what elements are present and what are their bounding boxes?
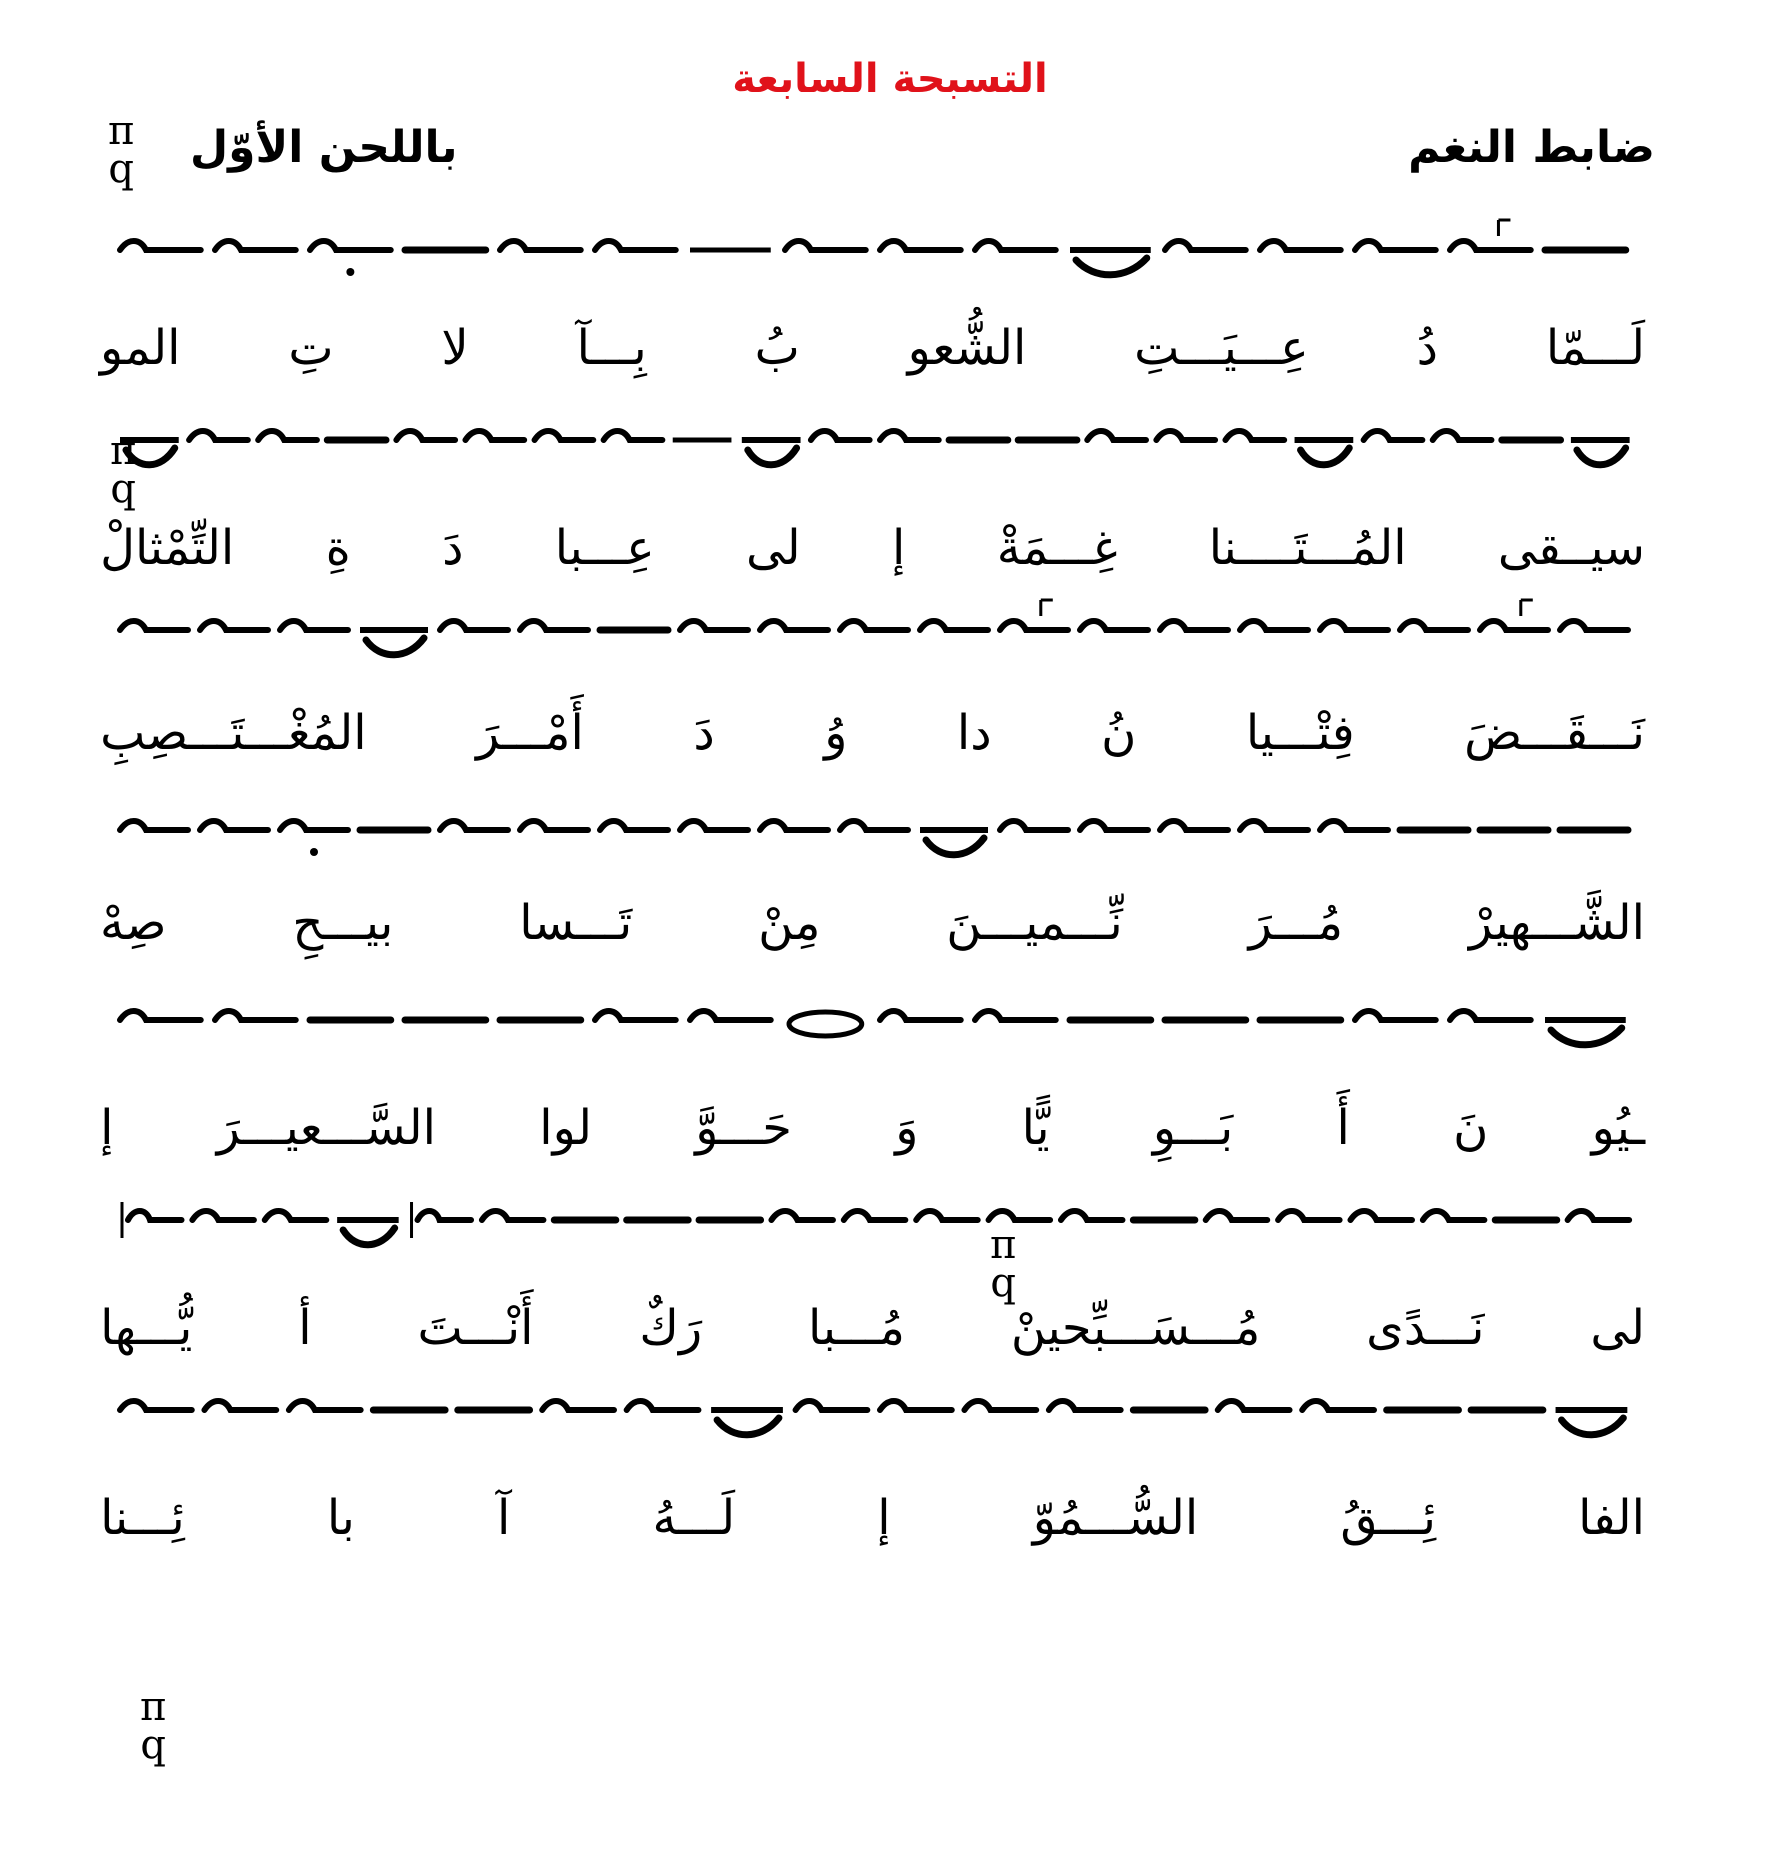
neume-mark: [811, 431, 870, 440]
neume-mark: [122, 1202, 182, 1238]
neume-mark: [310, 241, 391, 276]
neume-row-6: [0, 1190, 1780, 1306]
lyric-syllable: لى: [1590, 1300, 1645, 1356]
lyric-syllable: يُّـــها: [100, 1300, 193, 1356]
neume-mark: [1000, 821, 1068, 830]
neume-mark: [595, 1011, 676, 1020]
lyric-line-5: [100, 1100, 1645, 1156]
lyric-syllable: بِـــآ: [576, 320, 647, 376]
lyric-syllable: المُغْـــتَـــصِبِ: [100, 705, 367, 761]
neume-mark: [1218, 1401, 1290, 1410]
neume-mark: [520, 821, 588, 830]
neume-mark: [1260, 241, 1341, 250]
lyric-syllable: دَ: [693, 705, 715, 761]
neume-mark: [690, 1011, 771, 1020]
neume-mark: [1000, 600, 1068, 630]
neume-mark: [680, 621, 748, 630]
neume-mark: [840, 821, 908, 830]
lyric-syllable: تَـــسا: [519, 895, 633, 951]
lyric-syllable: لوا: [539, 1100, 593, 1156]
lyric-syllable: السُّـــمُوّ: [1032, 1490, 1199, 1546]
lyric-syllable: أَنْـــتَ: [417, 1300, 534, 1356]
lyric-syllable: أَ: [1336, 1100, 1350, 1156]
neume-mark: [520, 621, 588, 630]
lyric-syllable: إ: [892, 520, 906, 576]
neume-mark: [482, 1211, 544, 1220]
mode-sign-icon: π q: [108, 108, 135, 192]
lyric-line-2: [100, 520, 1645, 576]
neume-mark: [604, 431, 663, 440]
neume-mark: [360, 630, 428, 655]
neume-mark: [1278, 1211, 1340, 1220]
neume-mark: [1355, 241, 1436, 250]
lyric-syllable: رَكٌ: [639, 1300, 703, 1356]
neume-mark: [204, 1401, 276, 1410]
neume-mark: [1061, 1211, 1123, 1220]
lyric-syllable: نِّـــميـــنَ: [946, 895, 1123, 951]
neume-mark: [120, 621, 188, 630]
neume-row-4: [0, 800, 1780, 910]
lyric-syllable: نَ: [1453, 1100, 1489, 1156]
neume-mark: [120, 1011, 201, 1020]
neume-mark: [595, 241, 676, 250]
neume-mark: [880, 1011, 961, 1020]
lyric-syllable: آ: [497, 1490, 511, 1546]
lyric-syllable: المُـــتَــــنا: [1208, 520, 1407, 576]
neume-mark: [1049, 1401, 1121, 1410]
neume-mark: [880, 241, 961, 250]
neume-mark: [1450, 1011, 1531, 1020]
neume-mark: [627, 1401, 699, 1410]
lyric-syllable: ـيُو: [1591, 1100, 1645, 1156]
neume-mark: [1225, 431, 1284, 440]
neume-mark: [120, 821, 188, 830]
neume-mark: [711, 1410, 783, 1435]
neume-mark: [600, 821, 668, 830]
lyric-syllable: با: [326, 1490, 355, 1546]
neume-mark: [120, 440, 179, 465]
neume-mark: [1364, 431, 1423, 440]
neume-mark: [1350, 1211, 1412, 1220]
header-mode-label: باللحن الأوّل: [190, 122, 458, 173]
lyric-syllable: الشُّعو: [907, 320, 1027, 376]
neume-mark: [920, 830, 988, 855]
lyric-syllable: لا: [441, 320, 469, 376]
lyric-syllable: المو: [100, 320, 181, 376]
lyric-syllable: غِـــمَةْ: [996, 520, 1118, 576]
lyric-line-3: [100, 705, 1645, 761]
lyric-syllable: السَّـــعيـــرَ: [216, 1100, 436, 1156]
neume-mark: [789, 1012, 862, 1036]
lyric-line-4: [100, 895, 1645, 951]
neume-mark: [1568, 1211, 1630, 1220]
neume-mark: [771, 1211, 833, 1220]
neume-mark: [880, 431, 939, 440]
neume-mark: [1355, 1011, 1436, 1020]
lyric-syllable: لَـــهُ: [652, 1490, 736, 1546]
neume-mark: [500, 241, 581, 250]
lyric-syllable: مُـــرَ: [1248, 895, 1344, 951]
lyric-syllable: مُـــبا: [808, 1300, 906, 1356]
neume-mark: [120, 1401, 192, 1410]
neume-mark: [200, 821, 268, 830]
neume-mark: [215, 1011, 296, 1020]
lyric-line-6: [100, 1300, 1645, 1356]
mode-sign-icon: π q: [140, 1684, 167, 1768]
neume-mark: [1571, 440, 1630, 465]
lyric-syllable: وَ: [895, 1100, 919, 1156]
neume-mark: [1560, 621, 1628, 630]
lyric-syllable: أَمْـــرَ: [476, 705, 584, 761]
lyric-syllable: بيـــحِ: [292, 895, 394, 951]
lyric-syllable: مِنْ: [758, 895, 821, 951]
neume-mark: [1156, 431, 1215, 440]
neume-mark: [1320, 621, 1388, 630]
lyric-syllable: لى: [746, 520, 801, 576]
lyric-syllable: أ: [298, 1300, 312, 1356]
neume-mark: [412, 1202, 472, 1238]
neume-mark: [1545, 1020, 1626, 1045]
neume-mark: [440, 621, 508, 630]
neume-mark: [989, 1211, 1051, 1220]
lyric-syllable: إ: [100, 1100, 114, 1156]
lyric-syllable: مُـــسَـــبِّحينْ: [1010, 1300, 1261, 1356]
neume-mark: [542, 1401, 614, 1410]
neume-mark: [1302, 1401, 1374, 1410]
lyric-syllable: ئِـــنا: [100, 1490, 185, 1546]
neume-mark: [964, 1401, 1036, 1410]
neume-mark: [289, 1401, 361, 1410]
neume-mark: [1320, 821, 1388, 830]
neume-mark: [880, 1401, 952, 1410]
neume-mark: [920, 621, 988, 630]
neume-mark: [840, 621, 908, 630]
neume-mark: [760, 821, 828, 830]
lyric-syllable: لَـــمّا: [1545, 320, 1645, 376]
lyric-syllable: نَـــدًى: [1366, 1300, 1485, 1356]
lyric-syllable: صِهْ: [100, 895, 167, 951]
neume-mark: [1080, 621, 1148, 630]
neume-mark: [1080, 821, 1148, 830]
lyric-syllable: الفا: [1578, 1490, 1645, 1546]
lyric-syllable: عِـــبا: [554, 520, 655, 576]
neume-mark: [975, 1011, 1056, 1020]
lyric-syllable: نَـــقَـــضَ: [1464, 705, 1645, 761]
neume-mark: [1433, 431, 1492, 440]
neume-mark: [916, 1211, 978, 1220]
neume-mark: [680, 821, 748, 830]
neume-mark: [1295, 440, 1354, 465]
neume-mark: [337, 1220, 399, 1245]
neume-mark: [1400, 621, 1468, 630]
neume-mark: [1240, 821, 1308, 830]
neume-mark: [1206, 1211, 1268, 1220]
lyric-syllable: فِتْـــيا: [1245, 705, 1355, 761]
neume-mark: [258, 431, 317, 440]
neume-row-1: [0, 220, 1780, 330]
neume-mark: [192, 1211, 254, 1220]
lyric-syllable: سيــقى: [1497, 520, 1645, 576]
neume-mark: [1165, 241, 1246, 250]
lyric-syllable: الشَّـــهيرْ: [1468, 895, 1645, 951]
lyric-syllable: بَـــوِ: [1152, 1100, 1234, 1156]
mode-sign-icon: π q: [990, 1222, 1017, 1306]
lyric-line-7: [100, 1490, 1645, 1546]
neume-mark: [200, 621, 268, 630]
neume-mark: [440, 821, 508, 830]
neume-mark: [120, 241, 201, 250]
neume-mark: [1556, 1410, 1628, 1435]
neume-mark: [1160, 621, 1228, 630]
neume-mark: [396, 431, 455, 440]
lyric-line-1: [100, 320, 1645, 376]
lyric-syllable: ئِـــقُ: [1340, 1490, 1436, 1546]
neume-mark: [742, 440, 801, 465]
neume-mark: [1240, 621, 1308, 630]
lyric-syllable: التِّمْثالْ: [100, 520, 235, 576]
lyric-syllable: دُ: [1416, 320, 1438, 376]
lyric-syllable: نُ: [1101, 705, 1137, 761]
neume-mark: [280, 621, 348, 630]
lyric-syllable: حَـــوَّ: [695, 1100, 792, 1156]
lyric-syllable: دا: [956, 705, 992, 761]
neume-mark: [975, 241, 1056, 250]
neume-mark: [1450, 220, 1531, 250]
neume-mark: [785, 241, 866, 250]
neume-row-7: [0, 1380, 1780, 1490]
neume-mark: [535, 431, 594, 440]
neume-mark: [844, 1211, 906, 1220]
page-title: التسبحة السابعة: [732, 56, 1048, 102]
neume-mark: [265, 1211, 327, 1220]
neume-row-3: [0, 600, 1780, 710]
neume-mark: [760, 621, 828, 630]
neume-mark: [1160, 821, 1228, 830]
lyric-syllable: تِ: [288, 320, 334, 376]
neume-mark: [465, 431, 524, 440]
header-key-label: ضابط النغم: [1408, 122, 1655, 173]
neume-mark: [1070, 250, 1151, 275]
neume-mark: [1087, 431, 1146, 440]
neume-mark: [189, 431, 248, 440]
neume-mark: [1423, 1211, 1485, 1220]
lyric-syllable: وُ: [824, 705, 848, 761]
lyric-syllable: إ: [877, 1490, 891, 1546]
lyric-syllable: ةِ: [325, 520, 351, 576]
neume-row-5: [0, 990, 1780, 1100]
neume-mark: [215, 241, 296, 250]
lyric-syllable: بُ: [754, 320, 800, 376]
lyric-syllable: عِـــيَـــتِ: [1134, 320, 1309, 376]
neume-mark: [280, 821, 348, 856]
neume-mark: [1480, 600, 1548, 630]
lyric-syllable: دَ: [442, 520, 464, 576]
neume-row-2: [0, 410, 1780, 520]
lyric-syllable: يًّا: [1021, 1100, 1050, 1156]
neume-mark: [796, 1401, 868, 1410]
mode-sign-icon: π q: [110, 428, 137, 512]
